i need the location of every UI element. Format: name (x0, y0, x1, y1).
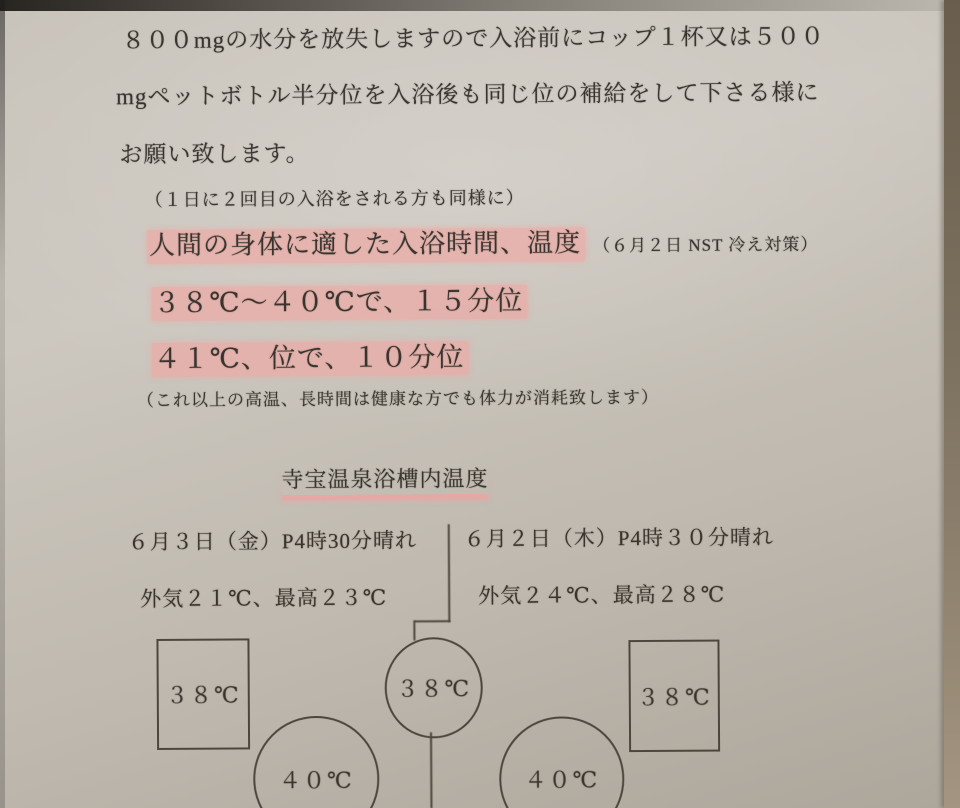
intro-line-2: mgペットボトル半分位を入浴後も同じ位の補給をして下さる様に (116, 79, 820, 110)
bath-circle-right-label: ４０℃ (524, 767, 600, 793)
temperature-rule-1-highlight: ３８℃～４０℃で、１５分位 (151, 285, 527, 321)
temperature-rule-1 (151, 286, 527, 319)
bath-rect-left (156, 638, 250, 750)
column-divider-drop (413, 620, 415, 640)
table-surface-right (944, 0, 960, 808)
column-divider-jog (414, 620, 450, 622)
center-circle-stem-line (430, 732, 432, 808)
section-title (281, 466, 488, 496)
heading-date-note: （６月２日 NST 冷え対策） (592, 234, 819, 256)
right-report-date: ６月２日（木）P4時３０分晴れ (463, 525, 775, 552)
left-report-temps: 外気２１℃、最高２３℃ (140, 585, 388, 612)
photo-top-edge (0, 0, 960, 11)
bath-time-heading-row (147, 226, 819, 264)
bath-time-heading-highlight: 人間の身体に適した入浴時間、温度 (147, 227, 585, 264)
bath-circle-center-label: ３８℃ (396, 676, 472, 702)
caution-note: （これ以上の高温、長時間は健康な方でも体力が消耗致します） (136, 387, 660, 411)
bath-rect-right (628, 640, 720, 753)
bath-rect-right-label: ３８℃ (636, 684, 712, 710)
photo-left-edge (0, 0, 5, 808)
intro-line-1: ８００mgの水分を放失しますので入浴前にコップ１杯又は５００ (121, 23, 825, 54)
section-title-underline: 寺宝温泉浴槽内温度 (281, 466, 488, 496)
temperature-rule-2-highlight: ４１℃、位で、１０分位 (152, 341, 469, 377)
temperature-rule-2 (152, 342, 469, 375)
bath-circle-left (253, 716, 380, 808)
repeat-bath-note: （１日に２回目の入浴をされる方も同様に） (144, 187, 525, 211)
bath-rect-left-label: ３８℃ (165, 682, 241, 708)
column-divider-vertical (448, 524, 451, 622)
intro-line-3: お願い致します。 (119, 141, 310, 168)
right-report-temps: 外気２４℃、最高２８℃ (478, 582, 726, 609)
bath-circle-right (499, 716, 625, 808)
left-report-date: ６月３日（金）P4時30分晴れ (127, 528, 418, 555)
bath-circle-left-label: ４０℃ (278, 767, 354, 793)
bath-circle-center (384, 637, 483, 739)
